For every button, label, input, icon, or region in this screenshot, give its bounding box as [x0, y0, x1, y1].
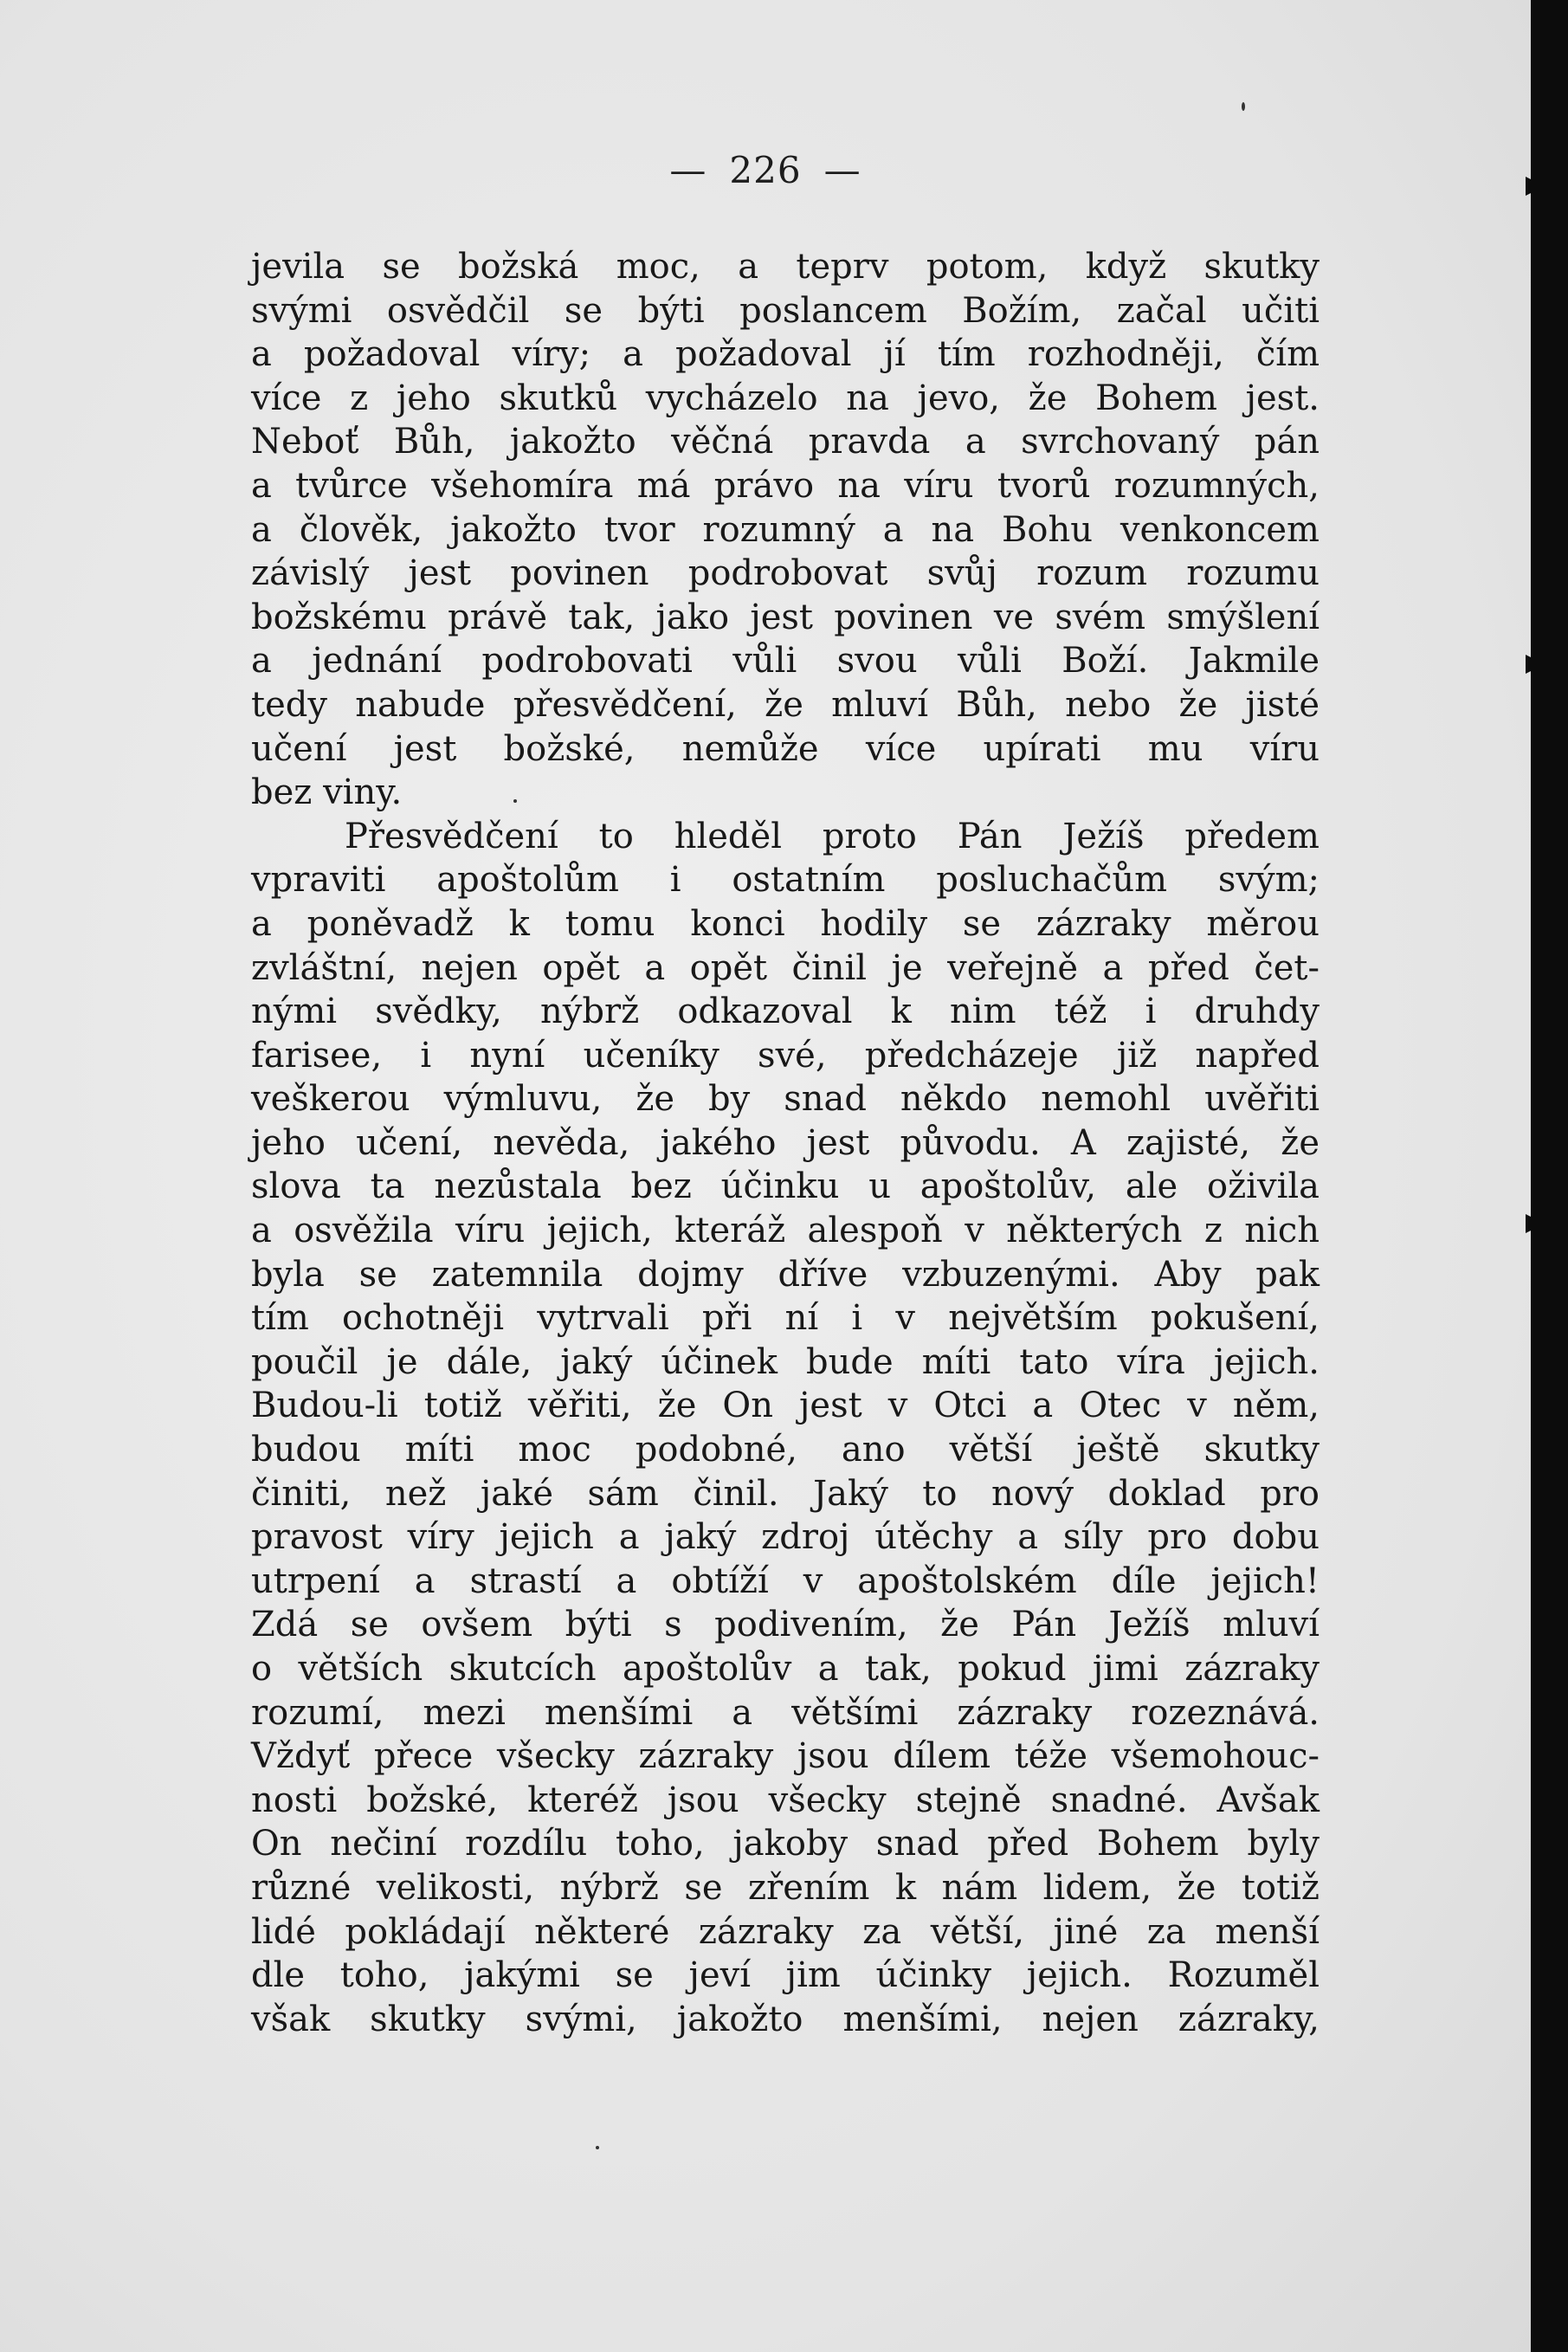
text-line: o větších skutcích apoštolův a tak, pokud jimi zázraky [251, 1649, 1320, 1689]
text-line: tím ochotněji vytrvali při ní i v největším pokušení, [251, 1298, 1320, 1339]
text-line: a požadoval víry; a požadoval jí tím rozhodněji, čím [251, 334, 1320, 375]
text-line: farisee, i nyní učeníky své, předcházeje již napřed [251, 1035, 1320, 1076]
paragraph-start-line: Přesvědčení to hleděl proto Pán Ježíš předem [345, 816, 1320, 856]
text-line: vpraviti apoštolům i ostatním posluchačům svým; [251, 860, 1320, 901]
text-line: jeho učení, nevěda, jakého jest původu. A zajisté, že [251, 1122, 1320, 1163]
text-line: Neboť Bůh, jakožto věčná pravda a svrchovaný pán [251, 422, 1320, 462]
text-line: však skutky svými, jakožto menšími, nejen zázraky, [251, 1999, 1320, 2039]
text-line: On nečiní rozdílu toho, jakoby snad před Bohem byly [251, 1824, 1320, 1864]
paragraph-end-line: bez viny. [251, 772, 403, 813]
text-line: závislý jest povinen podrobovat svůj rozum rozumu [251, 553, 1320, 594]
text-line: učení jest božské, nemůže více upírati mu víru [251, 728, 1320, 769]
text-line: tedy nabude přesvědčení, že mluví Bůh, nebo že jisté [251, 684, 1320, 725]
text-line: utrpení a strastí a obtíží v apoštolském díle jejich! [251, 1560, 1320, 1601]
text-line: činiti, než jaké sám činil. Jaký to nový doklad pro [251, 1473, 1320, 1514]
text-line: poučil je dále, jaký účinek bude míti tato víra jejich. [251, 1341, 1320, 1382]
scan-border [1531, 0, 1568, 2352]
text-line: veškerou výmluvu, že by snad někdo nemohl uvěřiti [251, 1079, 1320, 1120]
text-line: budou míti moc podobné, ano větší ještě skutky [251, 1430, 1320, 1470]
header-dash-right: — [823, 149, 861, 191]
text-line: dle toho, jakými se jeví jim účinky jejich. Rozuměl [251, 1955, 1320, 1996]
body-text [251, 245, 1320, 2041]
text-line: více z jeho skutků vycházelo na jevo, že Bohem jest. [251, 378, 1320, 418]
text-line: různé velikosti, nýbrž se zřením k nám lidem, že totiž [251, 1867, 1320, 1908]
header-dash-left: — [669, 149, 707, 191]
print-speck [596, 2146, 599, 2149]
text-line: zvláštní, nejen opět a opět činil je veřejně a před čet- [251, 947, 1320, 988]
text-line: a člověk, jakožto tvor rozumný a na Bohu venkoncem [251, 509, 1320, 550]
text-line: Vždyť přece všecky zázraky jsou dílem téže všemohouc- [251, 1736, 1320, 1777]
print-speck [1242, 102, 1245, 111]
text-line: božskému právě tak, jako jest povinen ve svém smýšlení [251, 597, 1320, 637]
text-line: rozumí, mezi menšími a většími zázraky rozeznává. [251, 1692, 1320, 1733]
text-line: Zdá se ovšem býti s podivením, že Pán Ježíš mluví [251, 1605, 1320, 1645]
page-number: 226 [729, 149, 802, 191]
page-header [0, 149, 1531, 191]
text-line: slova ta nezůstala bez účinku u apoštolův, ale oživila [251, 1166, 1320, 1207]
text-line: Budou-li totiž věřiti, že On jest v Otci a Otec v něm, [251, 1386, 1320, 1426]
text-line: jevila se božská moc, a teprv potom, když skutky [251, 247, 1320, 287]
text-line: svými osvědčil se býti poslancem Božím, začal učiti [251, 290, 1320, 331]
text-line: a tvůrce všehomíra má právo na víru tvorů rozumných, [251, 465, 1320, 506]
text-line: a poněvadž k tomu konci hodily se zázraky měrou [251, 903, 1320, 944]
text-line: lidé pokládají některé zázraky za větší, jiné za menší [251, 1911, 1320, 1952]
text-line: a jednání podrobovati vůli svou vůli Boží. Jakmile [251, 641, 1320, 682]
text-line: byla se zatemnila dojmy dříve vzbuzenými. Aby pak [251, 1254, 1320, 1295]
text-line: nými svědky, nýbrž odkazoval k nim též i druhdy [251, 992, 1320, 1032]
text-line: nosti božské, kteréž jsou všecky stejně snadné. Avšak [251, 1780, 1320, 1820]
text-line: a osvěžila víru jejich, kteráž alespoň v některých z nich [251, 1211, 1320, 1251]
text-line: pravost víry jejich a jaký zdroj útěchy a síly pro dobu [251, 1517, 1320, 1558]
print-speck [513, 799, 517, 803]
